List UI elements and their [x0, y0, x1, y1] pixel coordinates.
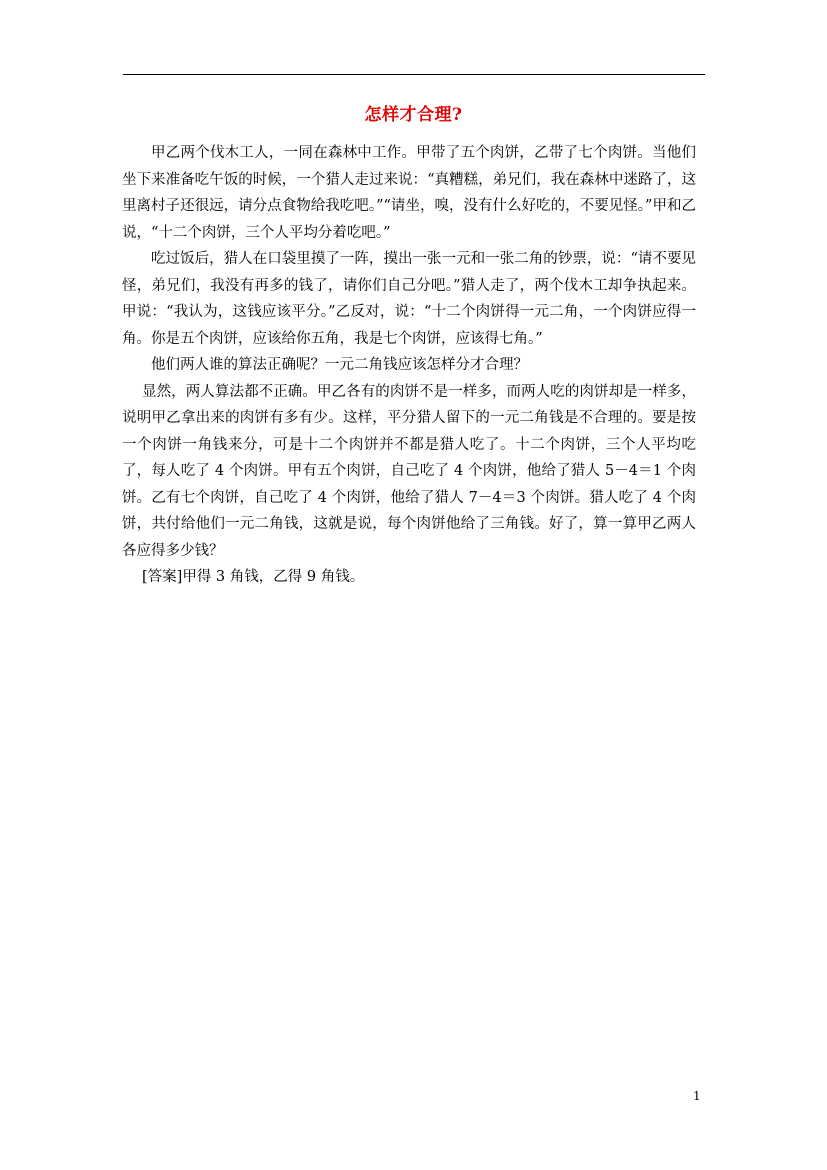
paragraph-explanation: 显然，两人算法都不正确。甲乙各有的肉饼不是一样多，而两人吃的肉饼却是一样多，说明甲乙拿出来的肉饼有多有少。这样，平分猎人留下的一元二角钱是不合理的。要是按一个肉饼一角钱来分，可是十二个肉饼并不都是猎人吃了。十二个肉饼，三个人平均吃了，每人吃了 4 个肉饼。甲有五个肉饼，自己吃了 4 个肉饼，他给了猎人 5－4＝1 个肉饼。乙有七个肉饼，自己吃了 4 个肉饼，他给了猎人 7－4＝3 个肉饼。猎人吃了 4 个肉饼，共付给他们一元二角钱，这就是说，每个肉饼他给了三角钱。好了，算一算甲乙两人各应得多少钱？ [122, 383, 696, 559]
paragraph-question: 他们两人谁的算法正确呢？一元二角钱应该怎样分才合理？ [151, 357, 528, 373]
header-rule [123, 74, 705, 75]
page-title: 怎样才合理? [364, 105, 463, 125]
article-body [122, 140, 696, 591]
paragraph-answer: [答案]甲得 3 角钱，乙得 9 角钱。 [142, 569, 365, 585]
paragraph-story-intro: 甲乙两个伐木工人，一同在森林中工作。甲带了五个肉饼，乙带了七个肉饼。当他们坐下来准备吃午饭的时候，一个猎人走过来说：“真糟糕，弟兄们，我在森林中迷路了，这里离村子还很远，请分点食物给我吃吧。”“请坐，嗅，没有什么好吃的，不要见怪。”甲和乙说，“十二个肉饼，三个人平均分着吃吧。” [122, 145, 696, 241]
paragraph-story-payment: 吃过饭后，猎人在口袋里摸了一阵，摸出一张一元和一张二角的钞票，说：“请不要见怪，弟兄们，我没有再多的钱了，请你们自己分吧。”猎人走了，两个伐木工却争执起来。甲说：“我认为，这钱应该平分。”乙反对，说：“十二个肉饼得一元二角，一个肉饼应得一角。你是五个肉饼，应该给你五角，我是七个肉饼，应该得七角。” [122, 251, 696, 347]
page-number: 1 [693, 1089, 701, 1103]
